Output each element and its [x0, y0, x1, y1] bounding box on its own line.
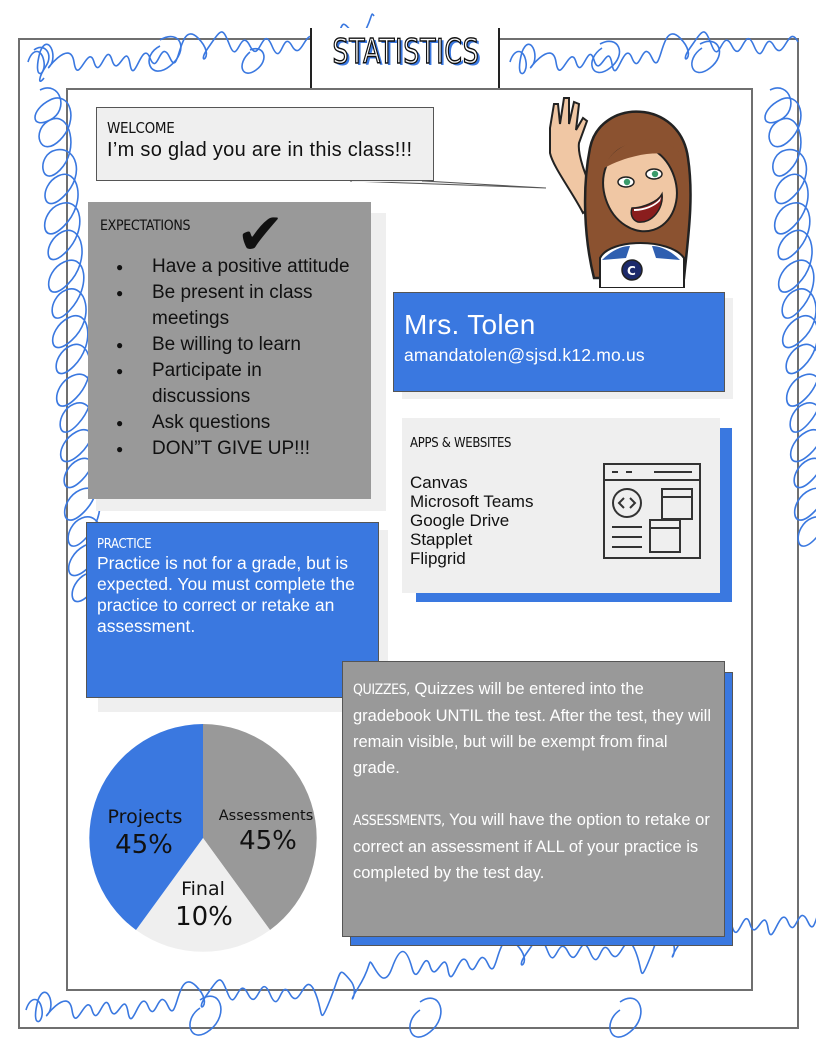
teacher-name: Mrs. Tolen: [404, 309, 536, 340]
pie-value-projects: 45%: [115, 830, 173, 860]
welcome-message: I’m so glad you are in this class!!!: [107, 139, 413, 161]
grading-pie-chart: [88, 718, 338, 958]
expectations-heading: EXPECTATIONS: [100, 218, 191, 234]
quizzes-paragraph: [353, 676, 714, 781]
expectations-panel: [88, 202, 371, 499]
practice-body: Practice is not for a grade, but is expected. You must complete the practice to correct or retake an assessment.: [97, 553, 355, 636]
list-item: Stapplet: [410, 530, 473, 549]
list-item: ● Have a positive attitude: [100, 254, 359, 280]
teacher-avatar: [540, 88, 700, 288]
quizzes-heading: QUIZZES,: [353, 682, 410, 698]
list-item: ● Be willing to learn: [100, 332, 359, 358]
pie-label-assessments: Assessments: [218, 808, 314, 824]
teacher-card: [393, 292, 725, 392]
pie-label-projects: Projects: [107, 806, 183, 828]
svg-text:C: C: [627, 264, 636, 278]
quizzes-body: Quizzes will be entered into the gradebook UNTIL the test. After the test, they will remain visible, but will be exempt from final grade.: [353, 680, 711, 777]
page-title: STATISTICS: [332, 32, 480, 72]
pie-label-final: Final: [181, 878, 225, 900]
list-item: ● Participate in discussions: [100, 358, 359, 410]
list-item: ● Ask questions: [100, 410, 359, 436]
list-item: Flipgrid: [410, 549, 466, 568]
assessments-heading: ASSESSMENTS,: [353, 813, 445, 829]
welcome-heading: WELCOME: [107, 119, 175, 137]
assessments-body: You will have the option to retake or correct an assessment if ALL of your practice is completed by the test day.: [353, 811, 710, 882]
list-item: ● Be present in class meetings: [100, 280, 359, 332]
practice-panel: [86, 522, 379, 698]
quizzes-assessments-panel: [342, 661, 725, 937]
pie-value-final: 10%: [175, 902, 233, 932]
welcome-bubble: [96, 107, 434, 181]
checkmark-icon: ✔: [236, 200, 285, 268]
list-item: Canvas: [410, 473, 468, 492]
expectations-list: [100, 254, 359, 462]
apps-heading: APPS & WEBSITES: [410, 436, 512, 451]
pie-value-assessments: 45%: [239, 826, 297, 856]
teacher-email[interactable]: amandatolen@sjsd.k12.mo.us: [404, 345, 645, 365]
list-item: Google Drive: [410, 511, 510, 530]
practice-heading: PRACTICE: [97, 537, 152, 552]
list-item: ● DON”T GIVE UP!!!: [100, 436, 359, 462]
web-layout-icon: [602, 462, 702, 560]
assessments-paragraph: [353, 807, 714, 886]
list-item: Microsoft Teams: [410, 492, 534, 511]
